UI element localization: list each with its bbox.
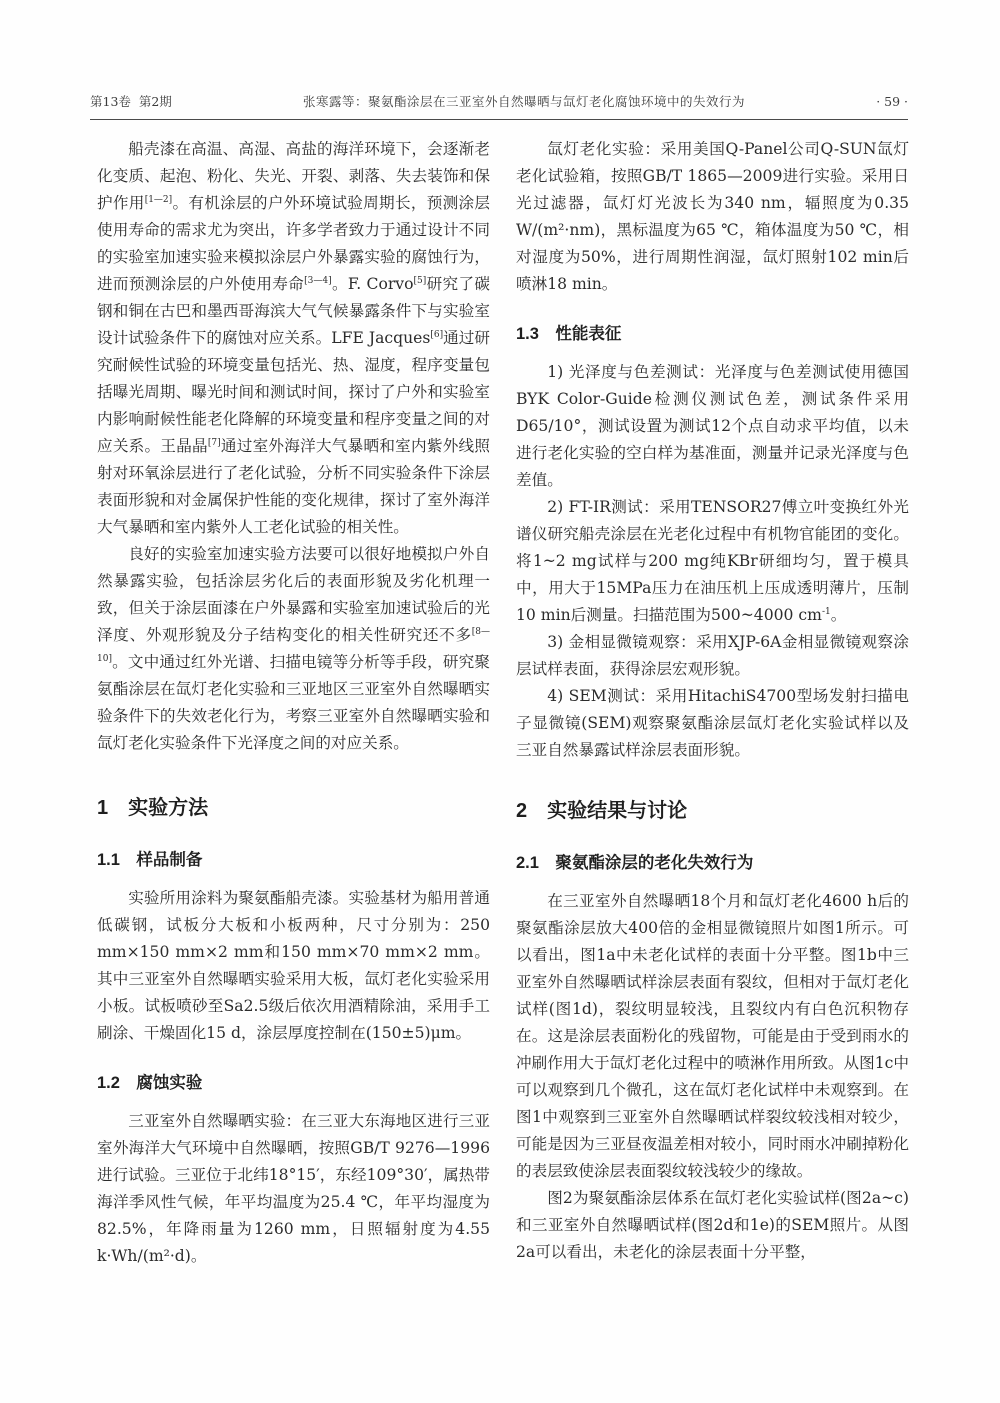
paragraph-aging-failure-2: 图2为聚氨酯涂层体系在氙灯老化实验试样(图2a~c)和三亚室外自然曝晒试样(图2d和1e)的SEM照片。从图2a可以看出，未老化的涂层表面十分平整， xyxy=(516,1189,909,1261)
subsection-heading-sample-prep: 1.1 样品制备 xyxy=(97,851,203,869)
left-column xyxy=(97,136,495,1270)
two-column-body xyxy=(97,136,914,1270)
paragraph-sem-test: 4) SEM测试：采用HitachiS4700型场发射扫描电子显微镜(SEM)观察聚氨酯涂层氙灯老化实验试样以及三亚自然暴露试样涂层表面形貌。 xyxy=(516,687,909,759)
paragraph-intro-2: 良好的实验室加速实验方法要可以很好地模拟户外自然暴露实验，包括涂层劣化后的表面形貌及劣化机理一致，但关于涂层面漆在户外暴露和实验室加速试验后的光泽度、外观形貌及分子结构变化的相关性研究还不多[8—10]。文中通过红外光谱、扫描电镜等分析等手段，研究聚氨酯涂层在氙灯老化实验和三亚地区三亚室外自然曝晒实验条件下的失效老化行为，考察三亚室外自然曝晒实验和氙灯老化实验条件下光泽度之间的对应关系。 xyxy=(97,545,490,752)
section-heading-method: 1 实验方法 xyxy=(97,797,209,819)
page-header xyxy=(90,92,908,120)
right-column xyxy=(516,136,914,1270)
running-title: 张寒露等：聚氨酯涂层在三亚室外自然曝晒与氙灯老化腐蚀环境中的失效行为 xyxy=(302,94,745,109)
paragraph-gloss-color-test: 1) 光泽度与色差测试：光泽度与色差测试使用德国BYK Color-Guide检测仪测试色差，测试条件采用D65/10°，测试设置为测试12个点自动求平均值，以未进行老化实验的空白样为基准面，测量并记录光泽度与色差值。 xyxy=(516,363,909,489)
subsection-heading-characterization: 1.3 性能表征 xyxy=(516,325,622,343)
paragraph-microscope-observation: 3) 金相显微镜观察：采用XJP-6A金相显微镜观察涂层试样表面，获得涂层宏观形貌。 xyxy=(516,633,909,678)
paragraph-intro-1: 船壳漆在高温、高湿、高盐的海洋环境下，会逐渐老化变质、起泡、粉化、失光、开裂、剥落、失去装饰和保护作用[1—2]。有机涂层的户外环境试验周期长，预测涂层使用寿命的需求尤为突出，许多学者致力于通过设计不同的实验室加速实验来模拟涂层户外暴露实验的腐蚀行为，进而预测涂层的户外使用寿命[3—4]。F. Corvo[5]研究了碳钢和铜在古巴和墨西哥海滨大气气候暴露条件下与实验室设计试验条件下的腐蚀对应关系。LFE Jacques[6]通过研究耐候性试验的环境变量包括光、热、湿度，程序变量包括曝光周期、曝光时间和测试时间，探讨了户外和实验室内影响耐候性能老化降解的环境变量和程序变量之间的对应关系。王晶晶[7]通过室外海洋大气暴晒和室内紫外线照射对环氧涂层进行了老化试验，分析不同实验条件下涂层表面形貌和对金属保护性能的变化规律，探讨了室外海洋大气暴晒和室内紫外人工老化试验的相关性。 xyxy=(97,140,490,536)
page-number: · 59 · xyxy=(876,94,908,109)
subsection-heading-aging-failure: 2.1 聚氨酯涂层的老化失效行为 xyxy=(516,854,754,872)
subsection-heading-corrosion-test: 1.2 腐蚀实验 xyxy=(97,1074,203,1092)
paragraph-ftir-test: 2) FT-IR测试：采用TENSOR27傅立叶变换红外光谱仪研究船壳涂层在光老化过程中有机物官能团的变化。将1~2 mg试样与200 mg纯KBr研细均匀，置于模具中，用大于15MPa压力在油压机上压成透明薄片，压制10 min后测量。扫描范围为500~4000 $cm^{-1}$。 xyxy=(516,498,909,624)
journal-issue: 第13卷 第2期 xyxy=(90,94,172,109)
section-heading-results: 2 实验结果与讨论 xyxy=(516,800,688,822)
paragraph-sample-prep: 实验所用涂料为聚氨酯船壳漆。实验基材为船用普通低碳钢，试板分大板和小板两种，尺寸分别为：250 mm×150 mm×2 mm和150 mm×70 mm×2 mm。其中三亚室外自然曝晒实验采用大板，氙灯老化实验采用小板。试板喷砂至Sa2.5级后依次用酒精除油，采用手工刷涂、干燥固化15 d，涂层厚度控制在(150±5)μm。 xyxy=(97,889,495,1042)
paragraph-corrosion-test: 三亚室外自然曝晒实验：在三亚大东海地区进行三亚室外海洋大气环境中自然曝晒，按照GB/T 9276—1996进行试验。三亚位于北纬18°15′，东经109°30′，属热带海洋季风性气候，年平均温度为25.4 ℃，年平均湿度为82.5%，年降雨量为1260 mm，日照辐射度为4.55 k·Wh/(m²·d)。 xyxy=(97,1112,495,1265)
paragraph-aging-failure-1: 在三亚室外自然曝晒18个月和氙灯老化4600 h后的聚氨酯涂层放大400倍的金相显微镜照片如图1所示。可以看出，图1a中未老化试样的表面十分平整。图1b中三亚室外自然曝晒试样涂层表面有裂纹，但相对于氙灯老化试样(图1d)，裂纹明显较浅，且裂纹内有白色沉积物存在。这是涂层表面粉化的残留物，可能是由于受到雨水的冲刷作用大于氙灯老化过程中的喷淋作用所致。从图1c中可以观察到几个微孔，这在氙灯老化试样中未观察到。在图1中观察到三亚室外自然曝晒试样裂纹较浅相对较少，可能是因为三亚昼夜温差相对较小，同时雨水冲刷掉粉化的表层致使涂层表面裂纹较浅较少的缘故。 xyxy=(516,892,909,1180)
paragraph-xenon-lamp-test: 氙灯老化实验：采用美国Q-Panel公司Q-SUN氙灯老化试验箱，按照GB/T 1865—2009进行实验。采用日光过滤器，氙灯灯光波长为340 nm，辐照度为0.35 W/(m²·nm)，黑标温度为65 ℃，箱体温度为50 ℃，相对湿度为50%，进行周期性润湿，氙灯照射102 min后喷淋18 min。 xyxy=(516,140,914,293)
